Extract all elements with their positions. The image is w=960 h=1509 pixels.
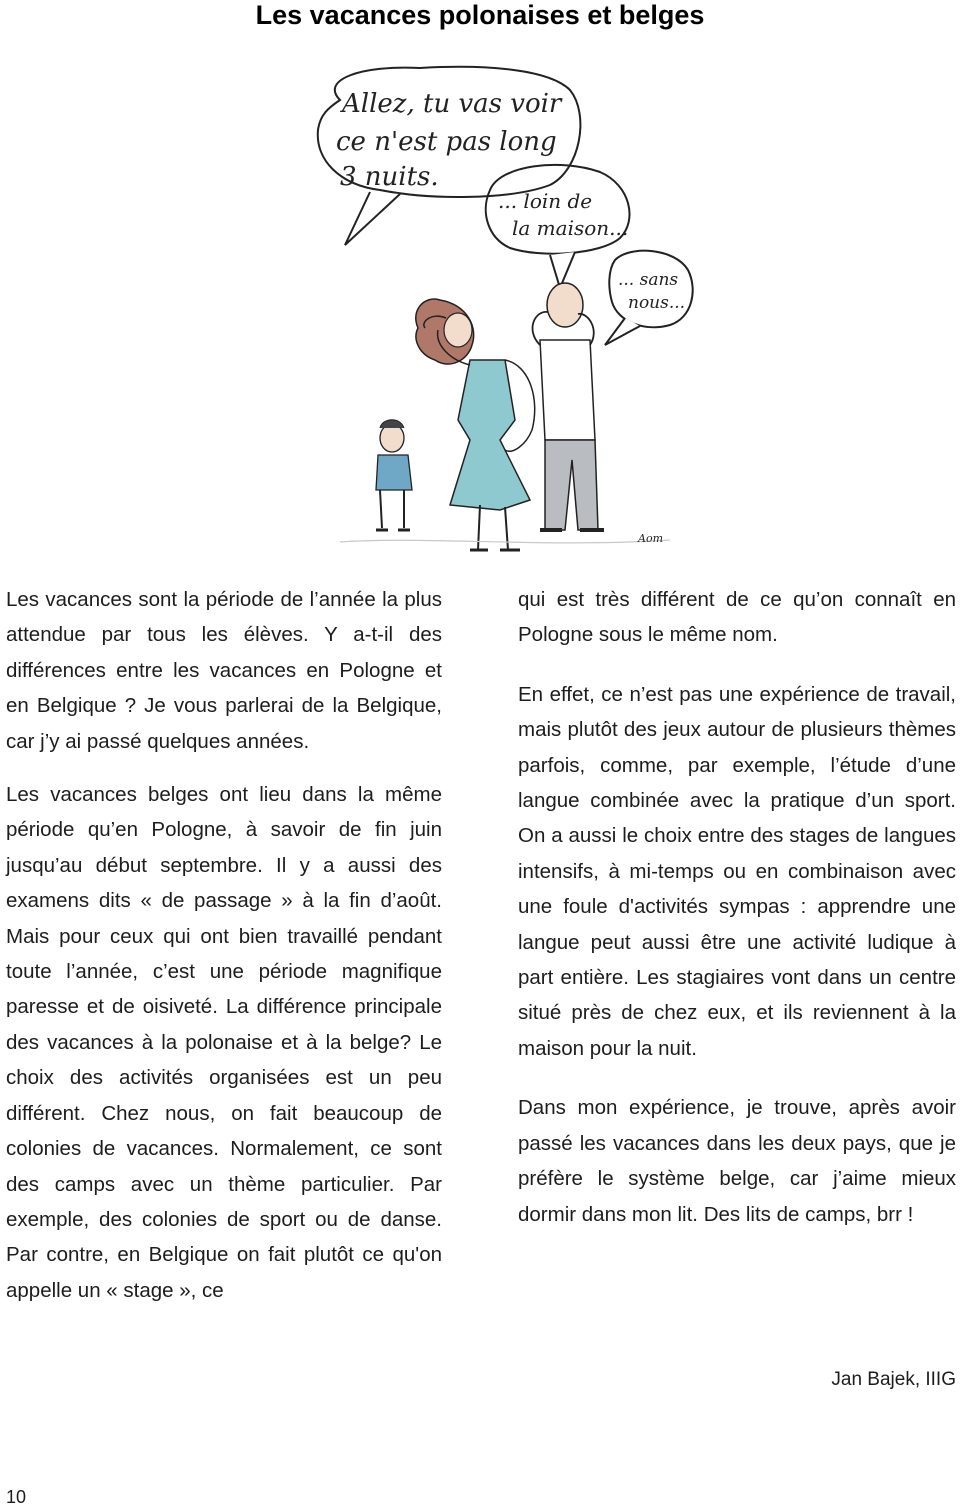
artist-signature: Aom: [638, 532, 663, 545]
speech-bubble-3: [605, 251, 693, 345]
father-figure: [532, 283, 604, 530]
speech-bubble-2: [486, 165, 630, 288]
left-paragraph-2: Les vacances belges ont lieu dans la même période qu’en Pologne, à savoir de fin juin jusqu’au début septembre. Il y a aussi des examens dits « de passage » à la fin d’août. Mais pour ceux qui ont bien travaillé pendant toute l’année, c’est une période magnifique paresse et de oisiveté. La différence principale des vacances à la polonaise et à la belge? Le choix des activités organisées est un peu différent. Chez nous, on fait beaucoup de colonies de vacances. Normalement, ce sont des camps avec un thème particulier. Par exemple, des colonies de sport ou de danse. Par contre, en Belgique on fait plutôt ce qu'on appelle un « stage », ce: [6, 783, 442, 1302]
right-paragraph-2: En effet, ce n’est pas une expérience de travail, mais plutôt des jeux autour de plusieurs thèmes parfois, comme, par exemple, l’étude d’une langue combinée avec la pratique d’un sport. On a aussi le choix entre des stages de langues intensifs, à mi-temps ou en combinaison avec une foule d'activités sympas : apprendre une langue peut aussi être une activité ludique à part entière. Les stagiaires vont dans un centre situé près de chez eux, et ils reviennent à la maison pour la nuit.: [518, 682, 956, 1060]
left-paragraph-1: Les vacances sont la période de l’année la plus attendue par tous les élèves. Y a-t-il des différences entre les vacances en Pologne et en Belgique ? Je vous parlerai de la Belgique, car j’y ai passé quelques années.: [6, 588, 442, 753]
page-number: 10: [6, 1487, 27, 1507]
right-column: [518, 582, 956, 1232]
right-paragraph-1: qui est très différent de ce qu’on connaît en Pologne sous le même nom.: [518, 588, 956, 647]
author-signature: Jan Bajek, IIIG: [831, 1369, 956, 1390]
bubble-2-line-1: ... loin de: [498, 189, 593, 213]
mother-figure: [416, 299, 535, 550]
boy-figure: [376, 420, 412, 530]
right-paragraph-3: Dans mon expérience, je trouve, après avoir passé les vacances dans les deux pays, que je préfère le système belge, car j’aime mieux dormir dans mon lit. Des lits de camps, brr !: [518, 1096, 956, 1226]
bubble-3-line-2: nous...: [628, 293, 686, 313]
bubble-3-line-1: ... sans: [618, 270, 679, 290]
left-column: [6, 582, 442, 1308]
bubble-1-line-3: 3 nuits.: [340, 162, 439, 192]
bubble-1-line-1: Allez, tu vas voir: [342, 89, 562, 119]
ground-line: [340, 540, 670, 543]
article-title: Les vacances polonaises et belges: [255, 0, 705, 30]
bubble-1-line-2: ce n'est pas long: [336, 127, 557, 157]
bubble-2-line-2: la maison...: [512, 216, 629, 240]
cartoon-illustration: [300, 60, 700, 555]
